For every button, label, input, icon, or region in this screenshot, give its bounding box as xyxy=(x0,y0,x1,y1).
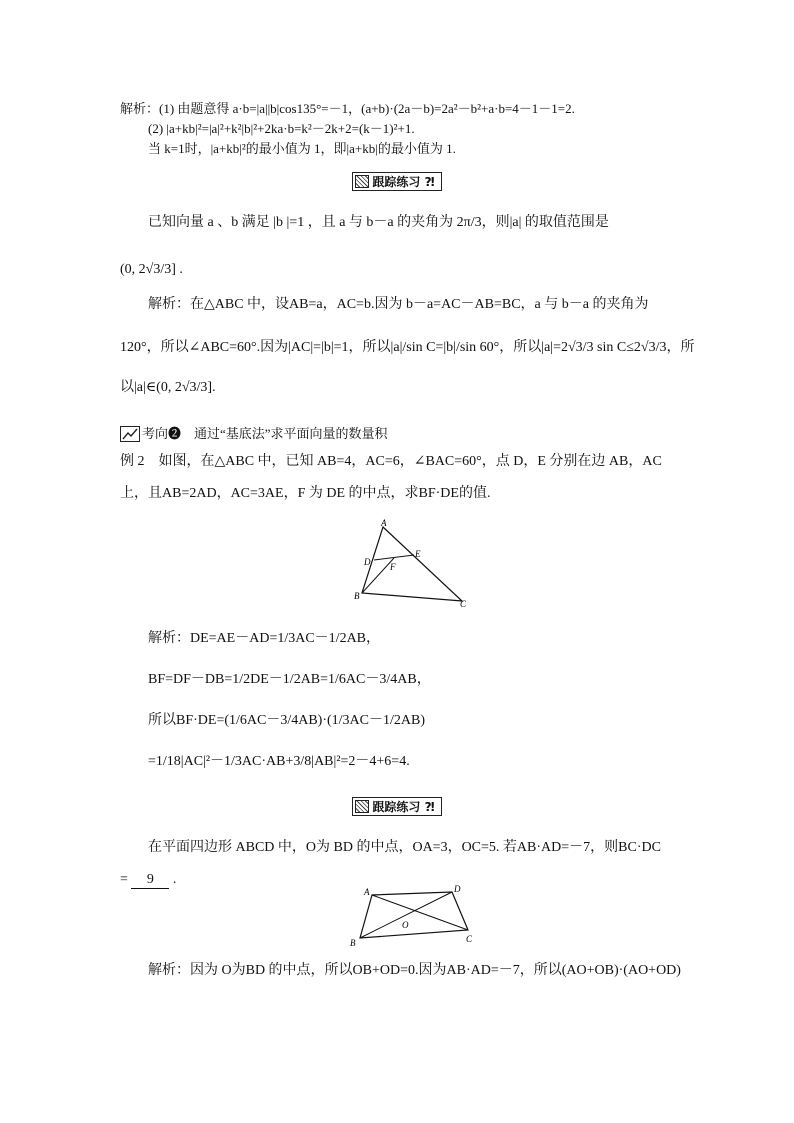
label-c2: C xyxy=(466,934,473,944)
solution2-line3: 所以BF·DE=(1/6AC－3/4AB)·(1/3AC－1/2AB) xyxy=(148,713,426,728)
label-a2: A xyxy=(364,887,370,897)
solution2-line4: =1/18|AC|²－1/3AC·AB+3/8|AB|²=2－4+6=4. xyxy=(148,754,410,769)
trend-icon xyxy=(120,426,140,442)
solution1-line3: 当 k=1时，|a+kb|²的最小值为 1，即|a+kb|的最小值为 1. xyxy=(148,141,456,156)
label-a: A xyxy=(381,518,387,528)
solution1-line1: 解析：(1) 由题意得 a·b=|a||b|cos135°=－1，(a+b)·(2a－b)=2a²－b²+a·b=4－1－1=2. xyxy=(120,101,575,116)
solution3-line1: 解析：因为 O为BD 的中点，所以OB+OD=0.因为AB·AD=－7，所以(AO+OB)·(AO+OD) xyxy=(148,963,681,978)
label-d2: D xyxy=(454,884,461,894)
answer-blank: 9 xyxy=(131,872,169,889)
solution2-line2: BF=DF－DB=1/2DE－1/2AB=1/6AC－3/4AB， xyxy=(148,672,431,687)
triangle-figure xyxy=(350,515,480,610)
practice1-solution-line2: 120°，所以∠ABC=60°.因为|AC|=|b|=1，所以|a|/sin C=|b|/sin 60°，所以|a|=2√3/3 sin C≤2√3/3，所 xyxy=(120,340,695,355)
follow-label: 跟踪练习 xyxy=(372,175,421,189)
practice2-question: 在平面四边形 ABCD 中，O为 BD 的中点，OA=3，OC=5. 若AB·AD=－7，则BC·DC xyxy=(148,840,661,855)
direction-label: 考向❷ 通过“基底法”求平面向量的数量积 xyxy=(142,426,388,441)
solution1-line2: (2) |a+kb|²=|a|²+k²|b|²+2ka·b=k²－2k+2=(k－1)²+1. xyxy=(148,121,415,136)
follow-practice-header-2: 跟踪练习 ⁈ xyxy=(0,797,794,816)
label-o: O xyxy=(402,920,409,930)
practice1-question: 已知向量 a 、b 满足 |b |=1 ，且 a 与 b－a 的夹角为 2π/3，则|a| 的取值范围是 xyxy=(148,215,609,230)
practice-icon xyxy=(355,800,369,813)
label-c: C xyxy=(460,599,467,609)
example2-line1: 例 2 如图，在△ABC 中，已知 AB=4，AC=6，∠BAC=60°，点 D，E 分别在边 AB，AC xyxy=(120,454,662,469)
label-b2: B xyxy=(350,938,356,948)
label-e: E xyxy=(415,549,421,559)
practice1-answer-range: (0, 2√3/3] . xyxy=(120,262,183,277)
label-f: F xyxy=(390,562,396,572)
practice-icon xyxy=(355,175,369,188)
direction-header xyxy=(120,423,388,442)
quadrilateral-figure xyxy=(340,880,480,950)
example2-line2: 上，且AB=2AD，AC=3AE，F 为 DE 的中点，求BF·DE的值. xyxy=(120,486,491,501)
follow-label: 跟踪练习 xyxy=(372,800,421,814)
equals-sign: = xyxy=(120,872,128,887)
label-b: B xyxy=(354,591,360,601)
practice2-answer-line xyxy=(120,872,176,889)
solution2-line1: 解析：DE=AE－AD=1/3AC－1/2AB， xyxy=(148,631,381,646)
segment-de xyxy=(374,555,414,560)
quad-abcd xyxy=(360,892,468,938)
period: . xyxy=(172,872,177,887)
label-d: D xyxy=(364,557,371,567)
practice1-solution-line3: 以|a|∈(0, 2√3/3]. xyxy=(120,380,216,395)
follow-practice-header-1: 跟踪练习 ⁈ xyxy=(0,172,794,191)
diagonal-bd xyxy=(360,892,452,938)
practice1-solution-line1: 解析：在△ABC 中，设AB=a，AC=b.因为 b－a=AC－AB=BC，a 与 b－a 的夹角为 xyxy=(148,297,649,312)
triangle-abc xyxy=(362,527,462,601)
